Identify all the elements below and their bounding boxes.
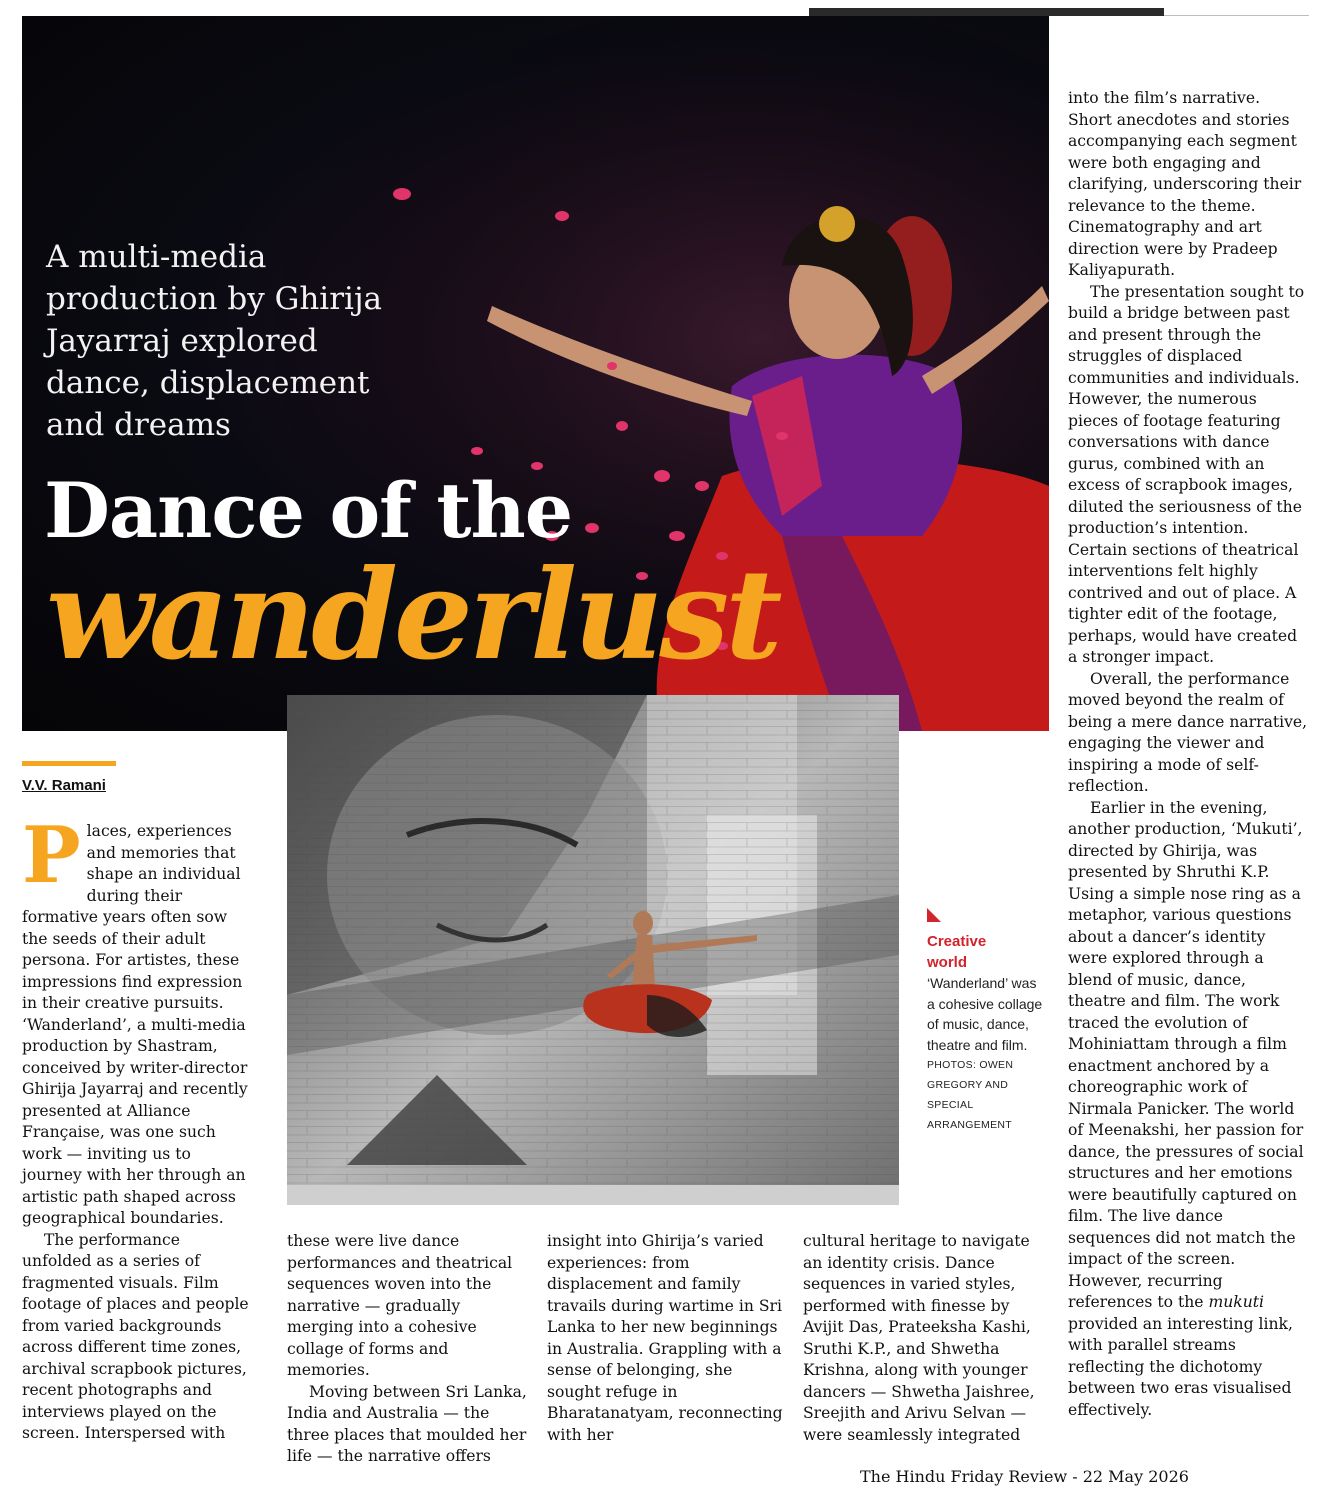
caption-title-2: world xyxy=(927,954,967,971)
paragraph: The presentation sought to build a bridge between past and present through the struggles of displaced communities and individuals. However, the numerous pieces of footage featuring conversations with dance gurus, combined with an excess of scrapbook images, diluted the seriousness of the production’s intention. Certain sections of theatrical interventions felt highly contrived and out of place. A tighter edit of the footage, perhaps, would have created a stronger impact. xyxy=(1068,282,1305,666)
paragraph-text-end: provided an interesting link, with parallel streams reflecting the dichotomy between two eras visualised effectively. xyxy=(1068,1314,1293,1419)
photo-credit: PHOTOS: OWEN GREGORY AND SPECIAL ARRANGEMENT xyxy=(927,1059,1014,1131)
paragraph: these were live dance performances and theatrical sequences woven into the narrative — gradually merging into a cohesive collage of forms and memories. xyxy=(287,1232,513,1379)
accent-rule xyxy=(22,761,116,766)
paragraph: into the film’s narrative. Short anecdotes and stories accompanying each segment were both engaging and clarifying, underscoring their relevance to the theme. Cinematography and art direction were by Pradeep Kaliyapurath. xyxy=(1068,89,1302,279)
headline-line-2: wanderlust xyxy=(46,543,779,688)
mural-dancer-illustration xyxy=(287,695,899,1205)
inset-photo xyxy=(287,695,899,1205)
hero-photo xyxy=(22,16,1049,731)
paragraph: Overall, the performance moved beyond the realm of being a mere dance narrative, engaging the viewer and inspiring a mode of self-reflection. xyxy=(1068,669,1308,795)
photo-caption xyxy=(927,931,1047,1135)
article-column-2 xyxy=(287,1231,527,1468)
paragraph: Moving between Sri Lanka, India and Australia — the three places that moulded her life — the narrative offers xyxy=(287,1382,527,1465)
corner-triangle-icon xyxy=(927,908,941,922)
paragraph: The performance unfolded as a series of fragmented visuals. Film footage of places and people from varied backgrounds across different time zones, archival scrapbook pictures, recent photographs and interviews played on the screen. Interspersed with xyxy=(22,1230,249,1442)
paragraph xyxy=(1068,798,1308,1422)
article-column-1 xyxy=(22,810,254,1445)
paragraph: insight into Ghirija’s varied experiences: from displacement and family travails during wartime in Sri Lanka to her new beginnings in Australia. Grappling with a sense of belonging, she sought refuge in Bharatanatyam, reconnecting with her xyxy=(547,1232,783,1444)
headline-line-1: Dance of the xyxy=(44,466,573,555)
kicker: A multi-media production by Ghirija Jayarraj explored dance, displacement and dreams xyxy=(46,239,383,443)
paragraph xyxy=(22,810,254,1230)
paragraph-text: Earlier in the evening, another production, ‘Mukuti’, directed by Ghirija, was presented by Shruthi K.P. Using a simple nose ring as a metaphor, various questions about a dancer’s identity were explored through a blend of music, dance, theatre and film. The work traced the evolution of Mohiniattam through a film enactment anchored by a choreographic work of Nirmala Panicker. The world of Meenakshi, her passion for dance, the pressures of social structures and her emotions were beautifully captured on film. The live dance sequences did not match the impact of the screen. However, recurring references to the xyxy=(1068,798,1304,1311)
article-column-3 xyxy=(547,1231,787,1446)
article-column-4 xyxy=(803,1231,1043,1446)
byline[interactable]: V.V. Ramani xyxy=(22,777,106,794)
article-column-5 xyxy=(1068,88,1308,1421)
paragraph: cultural heritage to navigate an identity crisis. Dance sequences in varied styles, performed with finesse by Avijit Das, Prateeksha Kashi, Sruthi K.P., and Shwetha Krishna, along with younger dancers — Shwetha Jaishree, Sreejith and Arivu Selvan — were seamlessly integrated xyxy=(803,1232,1035,1444)
drop-cap: P xyxy=(22,810,81,901)
top-rule-dark xyxy=(809,8,1164,16)
page-footer: The Hindu Friday Review - 22 May 2026 xyxy=(860,1467,1189,1486)
caption-text: ‘Wanderland’ was a cohesive collage of music, dance, theatre and film. xyxy=(927,975,1043,1053)
top-rule-thin xyxy=(1164,15,1309,16)
italic-term: mukuti xyxy=(1208,1293,1265,1311)
paragraph-text: laces, experiences and memories that shape an individual during their formative years often sow the seeds of their adult persona. For artistes, these impressions find expression in their creative pursuits. ‘Wanderland’, a multi-media production by Shastram, conceived by writer-director Ghirija Jayarraj and recently presented at Alliance Française, was one such work — inviting us to journey with her through an artistic path shaped across geographical boundaries. xyxy=(22,822,248,1227)
caption-title-1: Creative xyxy=(927,933,987,950)
